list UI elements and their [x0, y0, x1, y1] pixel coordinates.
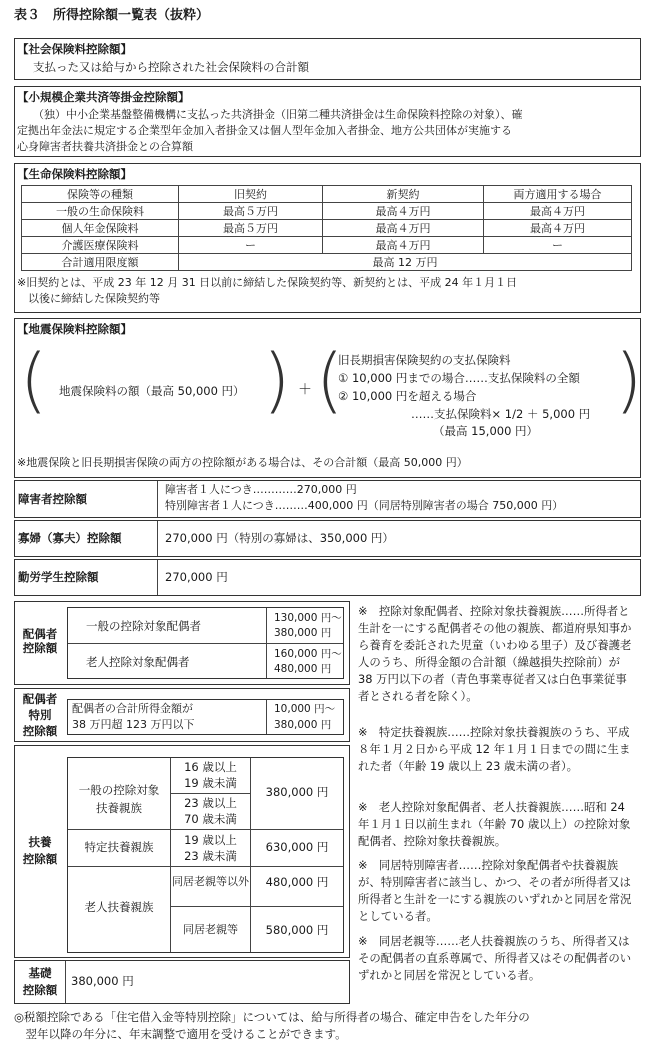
small-business-line-3: 心身障害者扶養共済掛金との合算額 — [17, 140, 193, 153]
table-cell: 合計適用限度額 — [22, 254, 179, 271]
small-business-box — [14, 86, 641, 157]
table-cell: 最高５万円 — [179, 203, 323, 220]
dependent-general-amount: 380,000 円 — [265, 785, 329, 799]
life-note-line-1: ※旧契約とは、平成 23 年 12 月 31 日以前に締結した保険契約等、新契約とは、平成 24 年１月１日 — [17, 276, 518, 289]
dependent-general-age-1: 16 歳以上 19 歳未満 — [184, 760, 237, 790]
dependent-specific-amount: 630,000 円 — [265, 840, 329, 854]
notes-column — [352, 601, 641, 1004]
dependent-specific-age: 19 歳以上 23 歳未満 — [184, 833, 237, 863]
column-header: 両方適用する場合 — [484, 186, 632, 203]
dependent-elder-sub-2: 同居老親等 — [183, 923, 238, 936]
note-elder: ※ 老人控除対象配偶者、老人扶養親族……昭和 24 年１月１日以前生まれ（年齢 70 歳以上）の控除対象配偶者、控除対象扶養親族。 — [358, 800, 631, 848]
divider — [157, 481, 158, 517]
student-row — [14, 559, 641, 596]
earthquake-note: ※地震保険と旧長期損害保険の両方の控除額がある場合は、その合計額（最高 50,000 円） — [17, 456, 468, 469]
spouse-general-amount: 130,000 円～ 380,000 円 — [274, 612, 342, 639]
earthquake-right-line-3: ② 10,000 円を超える場合 — [338, 389, 477, 403]
dependent-general-name: 一般の控除対象 扶養親族 — [78, 783, 160, 815]
small-business-line-1: （独）中小企業基盤整備機構に支払った共済掛金（旧第二種共済掛金は生命保険料控除の対象）、確 — [33, 108, 523, 121]
dependent-elder-amount-2: 580,000 円 — [265, 923, 329, 937]
social-insurance-body: 支払った又は給与から控除された社会保険料の合計額 — [33, 60, 309, 74]
table-cell: 一般の生命保険料 — [22, 203, 179, 220]
divider — [68, 829, 343, 830]
left-paren-icon: ( — [20, 339, 48, 421]
earthquake-right-line-4: ……支払保険料× 1/2 ＋ 5,000 円 — [411, 407, 591, 421]
life-insurance-table — [21, 185, 632, 271]
divider — [266, 700, 267, 734]
table-cell: 最高４万円 — [484, 220, 632, 237]
spouse-general-name: 一般の控除対象配偶者 — [86, 619, 201, 633]
divider — [68, 866, 343, 867]
divider — [157, 560, 158, 595]
dependent-elder-name: 老人扶養親族 — [84, 900, 154, 914]
table-row — [22, 220, 632, 237]
earthquake-right-line-5: （最高 15,000 円） — [433, 424, 539, 438]
table-cell: 介護医療保険料 — [22, 237, 179, 254]
dependent-elder-amount-1: 480,000 円 — [265, 875, 329, 889]
column-header: 新契約 — [323, 186, 484, 203]
right-paren-icon: ) — [615, 339, 643, 421]
disabled-row — [14, 480, 641, 518]
widow-row — [14, 520, 641, 557]
dependent-specific-name: 特定扶養親族 — [84, 840, 154, 854]
table-header-row — [22, 186, 632, 203]
divider — [170, 906, 343, 907]
note-cohabiting-parents: ※ 同居老親等……老人扶養親族のうち、所得者又はその配偶者の直系尊属で、所得者又はその配偶者のいずれかと同居を常況としている者。 — [358, 934, 632, 982]
spouse-table — [67, 607, 344, 679]
plus-sign: ＋ — [298, 382, 312, 398]
table-cell: 最高４万円 — [484, 203, 632, 220]
spouse-label: 配偶者 控除額 — [22, 627, 58, 656]
right-paren-icon: ) — [263, 339, 291, 421]
small-business-line-2: 定拠出年金法に規定する企業型年金加入者掛金又は個人型年金加入者掛金、地方公共団体が実施する — [17, 124, 512, 137]
dependent-elder-sub-1: 同居老親等以外 — [172, 875, 249, 888]
table-cell: ー — [179, 237, 323, 254]
social-insurance-box — [14, 38, 641, 80]
earthquake-left-formula: 地震保険料の額（最高 50,000 円） — [59, 384, 245, 398]
column-header: 旧契約 — [179, 186, 323, 203]
special-spouse-box — [14, 688, 350, 742]
footer-line-2: 翌年以降の年分に、年末調整で適用を受けることができます。 — [14, 1027, 347, 1041]
spouse-elder-name: 老人控除対象配偶者 — [86, 655, 190, 669]
table-cell: ー — [484, 237, 632, 254]
table-cell: 最高４万円 — [323, 203, 484, 220]
page-title: 表３ 所得控除額一覧表（抜粋） — [14, 8, 210, 23]
table-row — [22, 203, 632, 220]
table-cell: 最高４万円 — [323, 237, 484, 254]
footer-line-1: ◎税額控除である「住宅借入金等特別控除」については、給与所得者の場合、確定申告をした年分の — [14, 1010, 530, 1024]
earthquake-heading: 【地震保険料控除額】 — [17, 322, 132, 336]
disabled-line-2: 特別障害者１人につき………400,000 円（同居特別障害者の場合 750,000 円） — [165, 499, 564, 512]
special-spouse-label: 配偶者 特別 控除額 — [22, 692, 58, 738]
divider — [170, 793, 250, 794]
table-cell: 個人年金保険料 — [22, 220, 179, 237]
spouse-box — [14, 601, 350, 685]
widow-label: 寡婦（寡夫）控除額 — [18, 531, 122, 545]
student-value: 270,000 円 — [165, 570, 228, 584]
column-header: 保険等の種類 — [22, 186, 179, 203]
dependent-table — [67, 757, 344, 953]
student-label: 勤労学生控除額 — [18, 570, 99, 584]
note-dependent-definition: ※ 控除対象配偶者、控除対象扶養親族……所得者と生計を一にする配偶者その他の親族、都道府県知事から養育を委託された児童（いわゆる里子）及び養護老人のうち、所得金額の合計額（繰越損失控除前）が 38 万円以下の者（青色事業専従者又は白色事業従事者とされる者を除く）。 — [358, 604, 632, 703]
divider — [68, 643, 343, 644]
earthquake-box — [14, 318, 641, 478]
note-specific-dependent: ※ 特定扶養親族……控除対象扶養親族のうち、平成８年１月２日から平成 12 年１月１日までの間に生まれた者（年齢 19 歳以上 23 歳未満の者）。 — [358, 725, 631, 773]
table-cell: 最高４万円 — [323, 220, 484, 237]
life-insurance-box — [14, 163, 641, 313]
dependent-box — [14, 745, 350, 958]
table-cell: 最高５万円 — [179, 220, 323, 237]
spouse-elder-amount: 160,000 円～ 480,000 円 — [274, 648, 342, 675]
divider — [65, 961, 66, 1003]
dependent-label: 扶養 控除額 — [22, 835, 58, 866]
basic-value: 380,000 円 — [71, 974, 134, 988]
special-spouse-amount: 10,000 円～ 380,000 円 — [274, 703, 336, 731]
social-insurance-heading: 【社会保険料控除額】 — [17, 42, 132, 56]
earthquake-right-line-1: 旧長期損害保険契約の支払保険料 — [338, 353, 511, 367]
note-cohabiting-disabled: ※ 同居特別障害者……控除対象配偶者や扶養親族が、特別障害者に該当し、かつ、その者が所得者又は所得者と生計を一にする親族のいずれかと同居を常況としている者。 — [358, 858, 632, 923]
divider — [157, 521, 158, 556]
disabled-label: 障害者控除額 — [18, 492, 87, 506]
basic-box — [14, 960, 350, 1004]
special-spouse-name: 配偶者の合計所得金額が 38 万円超 123 万円以下 — [72, 702, 195, 731]
table-row — [22, 254, 632, 271]
table-cell: 最高 12 万円 — [179, 254, 632, 271]
widow-value: 270,000 円（特別の寡婦は、350,000 円） — [165, 531, 394, 545]
special-spouse-table — [67, 699, 344, 735]
life-insurance-heading: 【生命保険料控除額】 — [17, 167, 132, 181]
life-note-line-2: 以後に締結した保険契約等 — [17, 292, 160, 305]
disabled-line-1: 障害者１人につき…………270,000 円 — [165, 483, 357, 496]
dependent-general-age-2: 23 歳以上 70 歳未満 — [184, 796, 237, 826]
left-paren-icon: ( — [316, 339, 344, 421]
table-row — [22, 237, 632, 254]
small-business-heading: 【小規模企業共済等掛金控除額】 — [17, 90, 190, 104]
basic-label: 基礎 控除額 — [22, 966, 58, 997]
earthquake-right-line-2: ① 10,000 円までの場合……支払保険料の全額 — [338, 371, 580, 385]
